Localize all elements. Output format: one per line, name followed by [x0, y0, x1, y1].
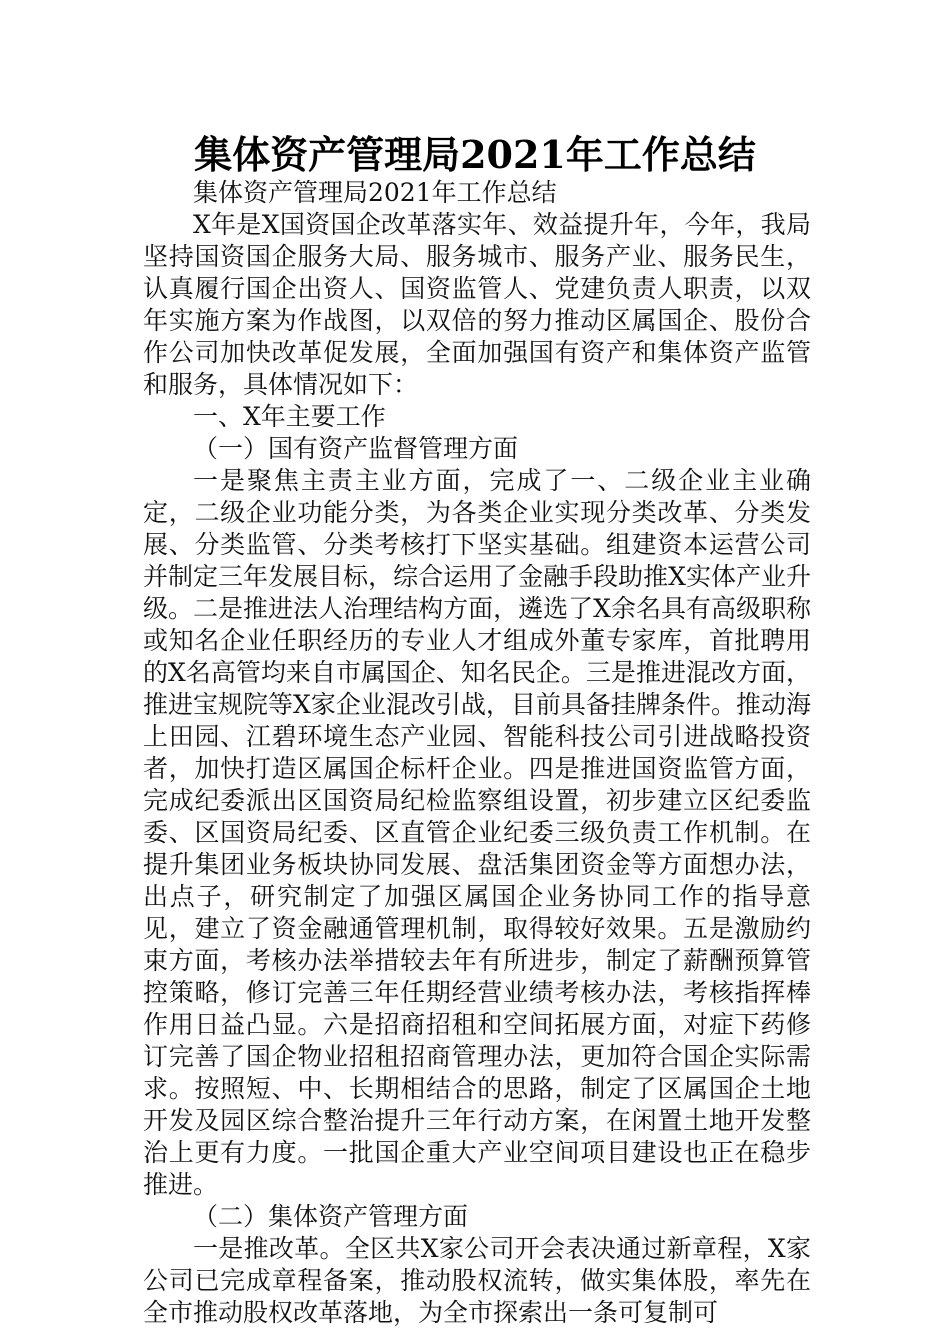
section-heading: 一、X年主要工作 [193, 402, 386, 431]
subsection-heading: （一）国有资产监督管理方面 [193, 434, 519, 463]
document-title: 集体资产管理局2021年工作总结 [194, 132, 756, 177]
subsection-heading: （二）集体资产管理方面 [193, 1202, 469, 1231]
body-paragraph: 一是聚焦主责主业方面，完成了一、二级企业主业确定，二级企业功能分类，为各类企业实现分类改革、分类发展、分类监管、分类考核打下坚实基础。组建资本运营公司并制定三年发展目标，综合运用了金融手段助推X实体产业升级。二是推进法人治理结构方面，遴选了X余名具有高级职称或知名企业任职经历的专业人才组成外董专家库，首批聘用的X名高管均来自市属国企、知名民企。三是推进混改方面，推进宝规院等X家企业混改引战，目前具备挂牌条件。推动海上田园、江碧环境生态产业园、智能科技公司引进战略投资者，加快打造区属国企标杆企业。四是推进国资监管方面，完成纪委派出区国资局纪检监察组设置，初步建立区纪委监委、区国资局纪委、区直管企业纪委三级负责工作机制。在提升集团业务板块协同发展、盘活集团资金等方面想办法，出点子，研究制定了加强区属国企业务协同工作的指导意见，建立了资金融通管理机制，取得较好效果。五是激励约束方面，考核办法举措较去年有所进步，制定了薪酬预算管控策略，修订完善三年任期经营业绩考核办法，考核指挥棒作用日益凸显。六是招商招租和空间拓展方面，对症下药修订完善了国企物业招租招商管理办法，更加符合国企实际需求。按照短、中、长期相结合的思路，制定了区属国企土地开发及园区综合整治提升三年行动方案，在闲置土地开发整治上更有力度。一批国企重大产业空间项目建设也正在稳步推进。 [143, 466, 811, 1199]
body-paragraph: 一是推改革。全区共X家公司开会表决通过新章程，X家公司已完成章程备案，推动股权流转，做实集体股，率先在全市推动股权改革落地，为全市探索出一条可复制可 [143, 1234, 811, 1327]
document-body [143, 177, 811, 1329]
intro-paragraph: X年是X国资国企改革落实年、效益提升年，今年，我局坚持国资国企服务大局、服务城市、服务产业、服务民生，认真履行国企出资人、国资监管人、党建负责人职责，以双年实施方案为作战图，以双倍的努力推动区属国企、股份合作公司加快改革促发展，全面加强国有资产和集体资产监管和服务，具体情况如下： [143, 210, 811, 399]
subtitle-paragraph: 集体资产管理局2021年工作总结 [193, 178, 557, 207]
